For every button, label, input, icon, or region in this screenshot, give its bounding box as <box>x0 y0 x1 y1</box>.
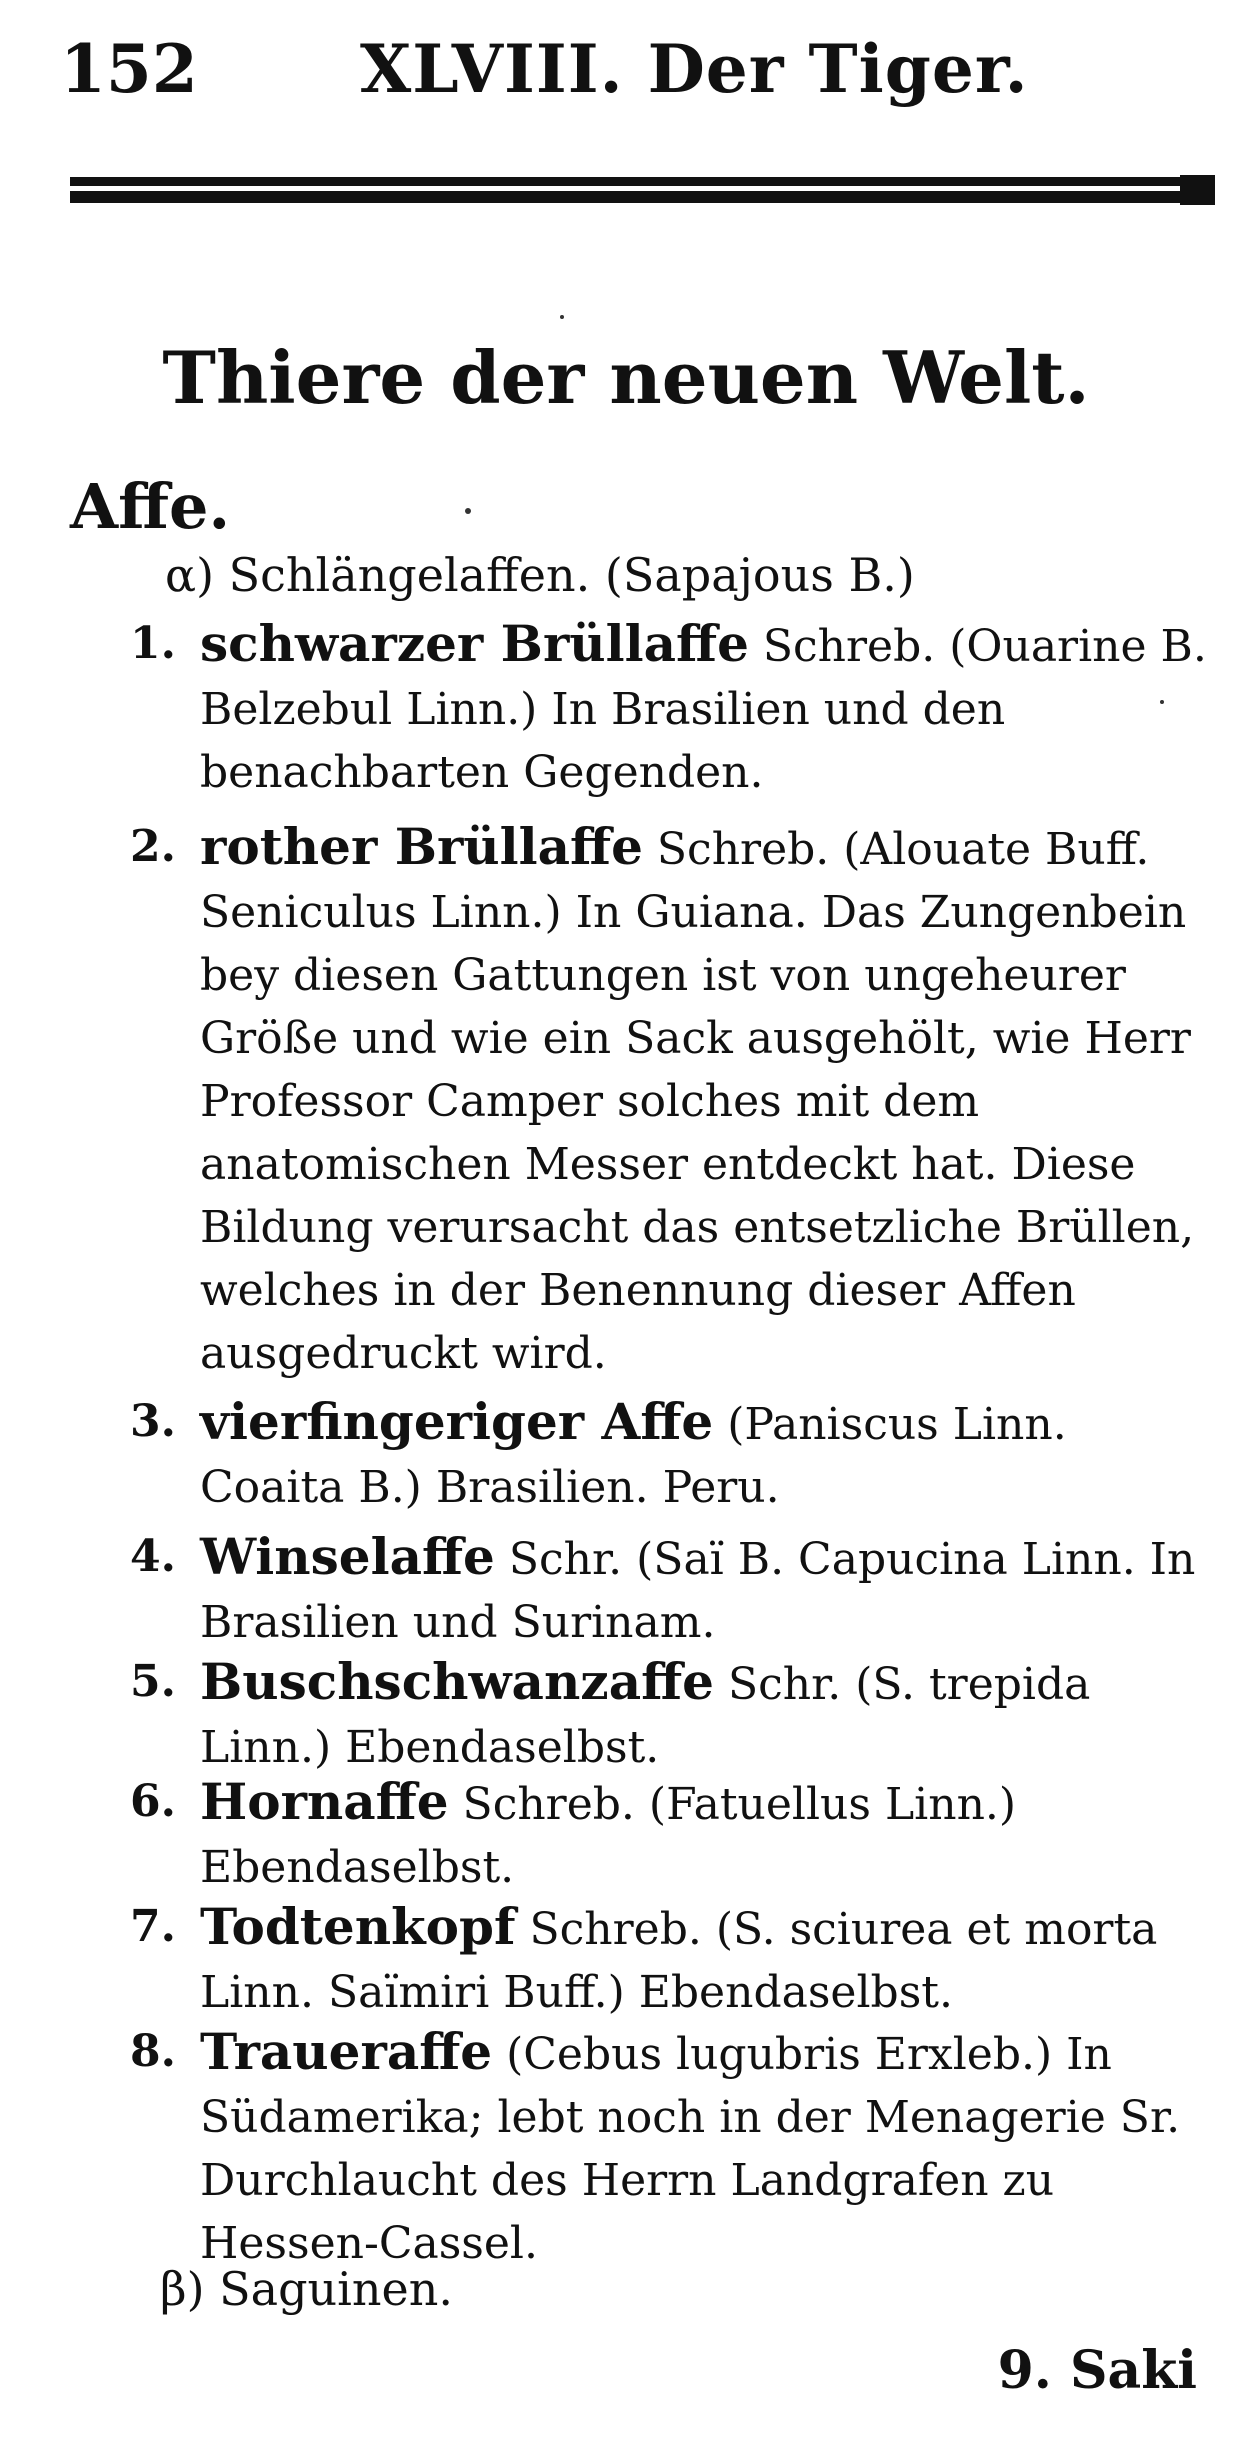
entry-number: 8. <box>130 2026 176 2077</box>
subgroup-text: Schlängelaffen. (Sapajous B.) <box>228 548 915 602</box>
entry-number: 4. <box>130 1531 176 1582</box>
species-author: Schreb. <box>462 1779 635 1830</box>
species-entry-4 <box>130 1525 1210 1654</box>
entry-number: 3. <box>130 1396 176 1447</box>
species-entry-8 <box>130 2020 1210 2275</box>
ink-speck <box>465 508 471 514</box>
species-text: (S. sciurea et morta Linn. Saïmiri Buff.) Ebendaselbst. <box>200 1904 1158 2018</box>
species-text: (Paniscus Linn. Coaita B.) Brasilien. Peru. <box>200 1399 1067 1513</box>
catchword: 9. Saki <box>997 2340 1197 2401</box>
running-title: XLVIII. Der Tiger. <box>360 30 1029 108</box>
species-name: Buschschwanzaffe <box>200 1652 714 1711</box>
species-text: (Fatuellus Linn.) Ebendaselbst. <box>200 1779 1017 1893</box>
subgroup-beta <box>160 2262 453 2316</box>
entry-number: 7. <box>130 1901 176 1952</box>
entry-number: 1. <box>130 618 176 669</box>
ink-speck <box>1160 700 1164 704</box>
running-header <box>60 20 1212 130</box>
entry-number: 6. <box>130 1776 176 1827</box>
subgroup-text: Saguinen. <box>219 2262 453 2316</box>
species-entry-1 <box>130 612 1210 804</box>
species-name: vierfingeriger Affe <box>200 1392 714 1451</box>
species-text: (S. trepida Linn.) Ebendaselbst. <box>200 1659 1091 1773</box>
species-entry-2 <box>130 815 1210 1385</box>
page-number: 152 <box>60 30 198 108</box>
subgroup-marker: α) <box>165 548 215 602</box>
species-name: Winselaffe <box>200 1527 495 1586</box>
ink-speck <box>560 315 564 319</box>
species-entry-3 <box>130 1390 1210 1519</box>
species-name: Todtenkopf <box>200 1897 516 1956</box>
species-author: Schreb. <box>529 1904 702 1955</box>
species-name: schwarzer Brüllaffe <box>200 614 749 673</box>
entry-number: 2. <box>130 821 176 872</box>
species-text: (Saï B. Capucina Linn. In Brasilien und Surinam. <box>200 1534 1196 1648</box>
species-name: Hornaffe <box>200 1772 449 1831</box>
species-author: Schreb. <box>762 621 936 672</box>
genus-heading: Affe. <box>70 470 231 543</box>
species-name: rother Brüllaffe <box>200 817 643 876</box>
species-author: Schr. <box>508 1534 623 1585</box>
header-rule <box>70 175 1215 205</box>
species-text: (Alouate Buff. Seniculus Linn.) In Guiana. Das Zungenbein bey diesen Gattungen ist von ungeheurer Größe und wie ein Sack ausgehölt, wie Herr Professor Camper solches mit dem anatomischen Messer entdeckt hat. Diese Bildung verursacht das entsetzliche Brüllen, welches in der Benennung dieser Affen ausgedruckt wird. <box>200 824 1195 1379</box>
species-entry-7 <box>130 1895 1210 2024</box>
species-author: Schr. <box>727 1659 842 1710</box>
species-entry-6 <box>130 1770 1210 1899</box>
species-entry-5 <box>130 1650 1210 1779</box>
species-name: Traueraffe <box>200 2022 493 2081</box>
entry-number: 5. <box>130 1656 176 1707</box>
subgroup-alpha <box>165 548 915 602</box>
subgroup-marker: β) <box>160 2262 205 2316</box>
species-text: (Ouarine B. Belzebul Linn.) In Brasilien und den benachbarten Gegenden. <box>200 621 1207 798</box>
species-text: (Cebus lugubris Erxleb.) In Südamerika; lebt noch in der Menagerie Sr. Durchlaucht des Herrn Landgrafen zu Hessen-Cassel. <box>200 2029 1181 2269</box>
section-title: Thiere der neuen Welt. <box>162 335 1090 420</box>
species-author: Schreb. <box>656 824 830 875</box>
